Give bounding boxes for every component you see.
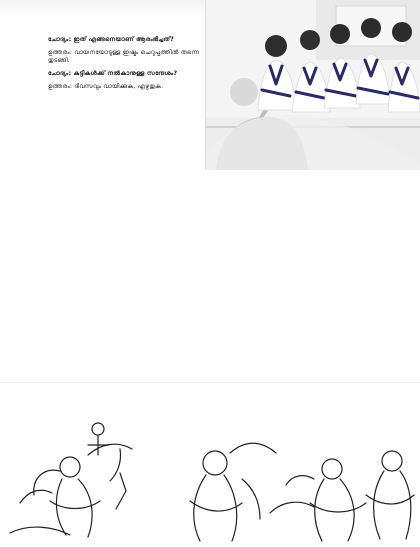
left-text-column xyxy=(48,36,216,396)
illustration-graphics xyxy=(0,383,420,547)
students-photo-graphic xyxy=(206,0,420,170)
para-line-3: ചോദ്യം: കുട്ടികൾക്ക് നൽകാനുള്ള സന്ദേശം? xyxy=(48,70,178,78)
para-line-4: ഉത്തരം: ദിവസവും വായിക്കുക, എഴുതുക. xyxy=(48,83,164,91)
illustration-strip xyxy=(0,382,420,547)
para-line-1: ചോദ്യം: ഇത് എങ്ങനെയാണ് ആരംഭിച്ചത്? xyxy=(48,36,174,43)
para-line-2: ഉത്തരം: വായനയോടുള്ള ഇഷ്ടം ചെറുപ്പത്തിൽ തന്നെ തുടങ്ങി. xyxy=(48,49,200,65)
right-text-column xyxy=(228,160,403,396)
students-photo xyxy=(205,0,420,170)
